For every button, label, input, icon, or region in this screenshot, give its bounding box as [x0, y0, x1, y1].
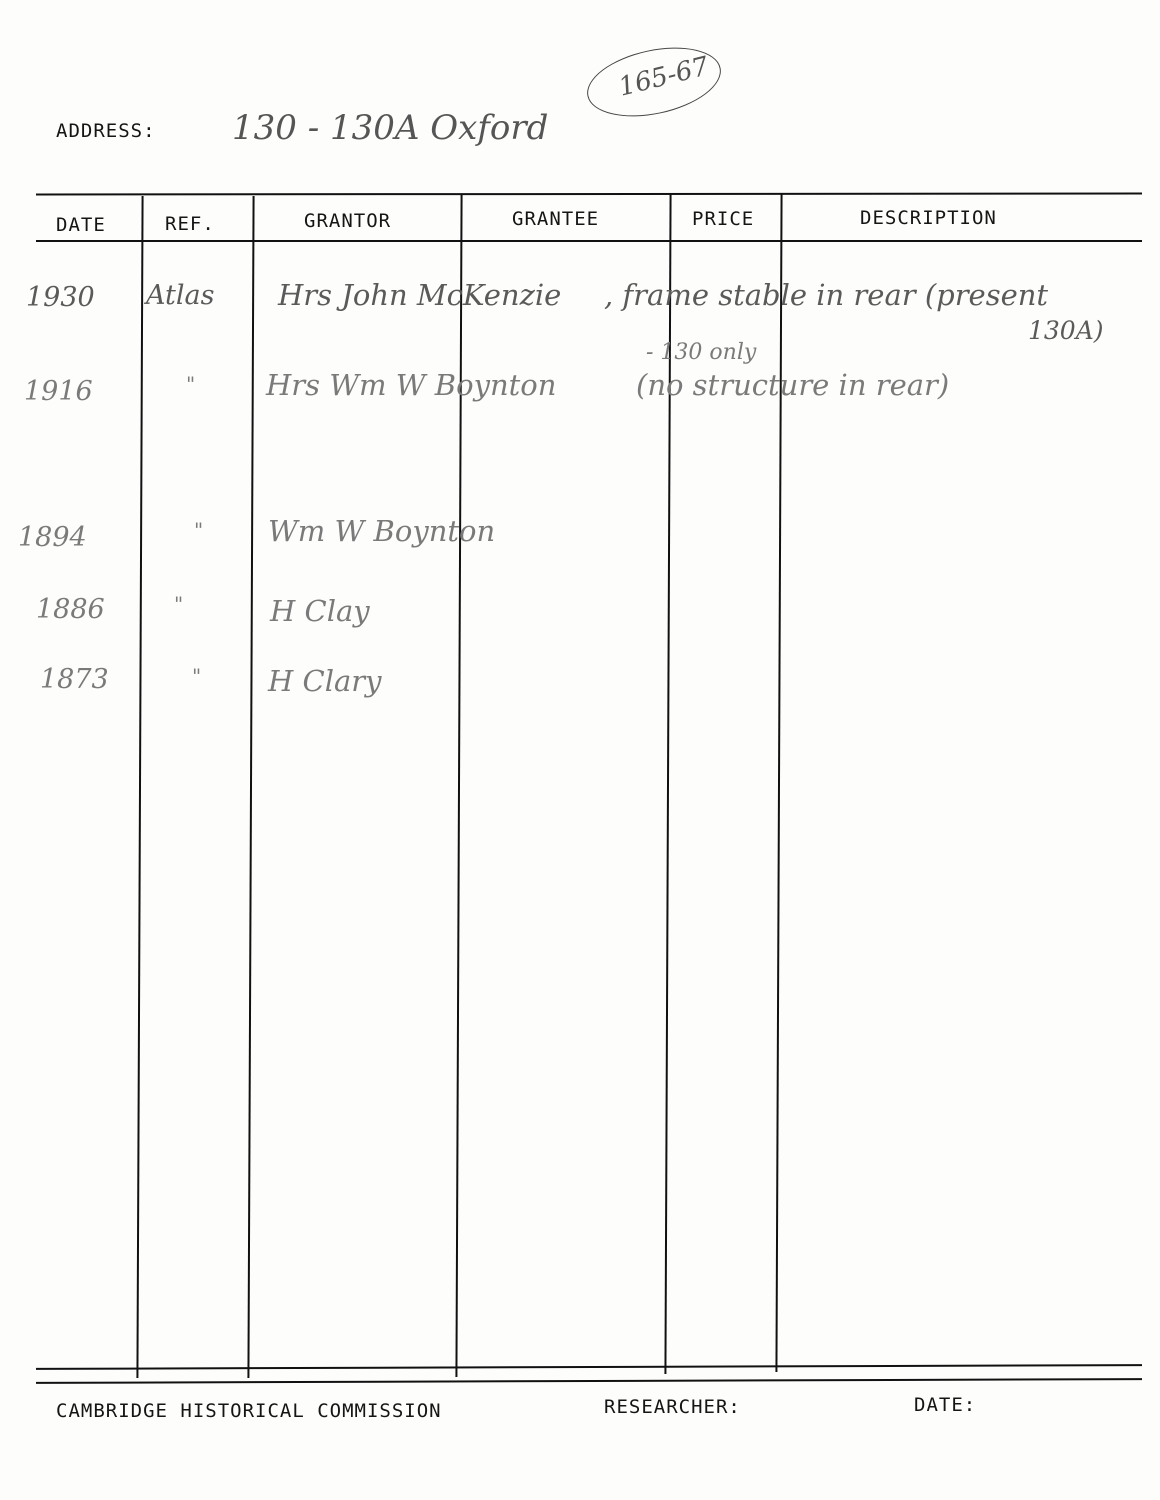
- row-1873-ref: ": [192, 664, 202, 688]
- row-1894-ref: ": [194, 518, 204, 542]
- header-bottom-rule: [36, 240, 1142, 242]
- row-1873-grantor: H Clary: [268, 664, 382, 698]
- column-divider-ref: [136, 196, 143, 1378]
- footer-rule: [36, 1378, 1142, 1384]
- footer-researcher-label: RESEARCHER:: [604, 1396, 741, 1418]
- row-1886-date: 1886: [36, 594, 105, 625]
- row-1916-description: (no structure in rear): [636, 368, 950, 402]
- column-header-ref: REF.: [165, 213, 215, 235]
- row-1916-grantor: Hrs Wm W Boynton: [266, 368, 557, 402]
- column-header-description: DESCRIPTION: [860, 207, 997, 229]
- row-1930-ref: Atlas: [146, 280, 215, 311]
- row-1916-ref: ": [186, 372, 196, 396]
- column-header-price: PRICE: [692, 208, 755, 230]
- table-bottom-rule: [36, 1364, 1142, 1370]
- address-label: ADDRESS:: [56, 120, 156, 142]
- column-header-grantee: GRANTEE: [512, 208, 600, 230]
- row-1930-grantor: Hrs John McKenzie: [278, 278, 562, 312]
- row-1894-date: 1894: [18, 522, 87, 553]
- address-value: 130 - 130A Oxford: [232, 108, 549, 148]
- row-1930-description-cont: 130A): [1028, 316, 1104, 345]
- row-1916-price-note: - 130 only: [646, 340, 757, 365]
- column-header-date: DATE: [56, 214, 106, 236]
- row-1886-grantor: H Clay: [270, 594, 370, 628]
- row-1886-ref: ": [174, 592, 184, 616]
- footer-commission: CAMBRIDGE HISTORICAL COMMISSION: [56, 1400, 442, 1422]
- row-1930-description: , frame stable in rear (present: [604, 278, 1049, 312]
- table-top-rule: [36, 193, 1142, 196]
- column-divider-grantor: [247, 196, 254, 1378]
- column-header-grantor: GRANTOR: [304, 210, 392, 232]
- footer-date-label: DATE:: [914, 1394, 977, 1416]
- file-number: 165-67: [615, 51, 712, 103]
- row-1930-date: 1930: [26, 282, 95, 313]
- row-1873-date: 1873: [40, 664, 109, 695]
- row-1916-date: 1916: [24, 376, 93, 407]
- row-1894-grantor: Wm W Boynton: [268, 514, 496, 548]
